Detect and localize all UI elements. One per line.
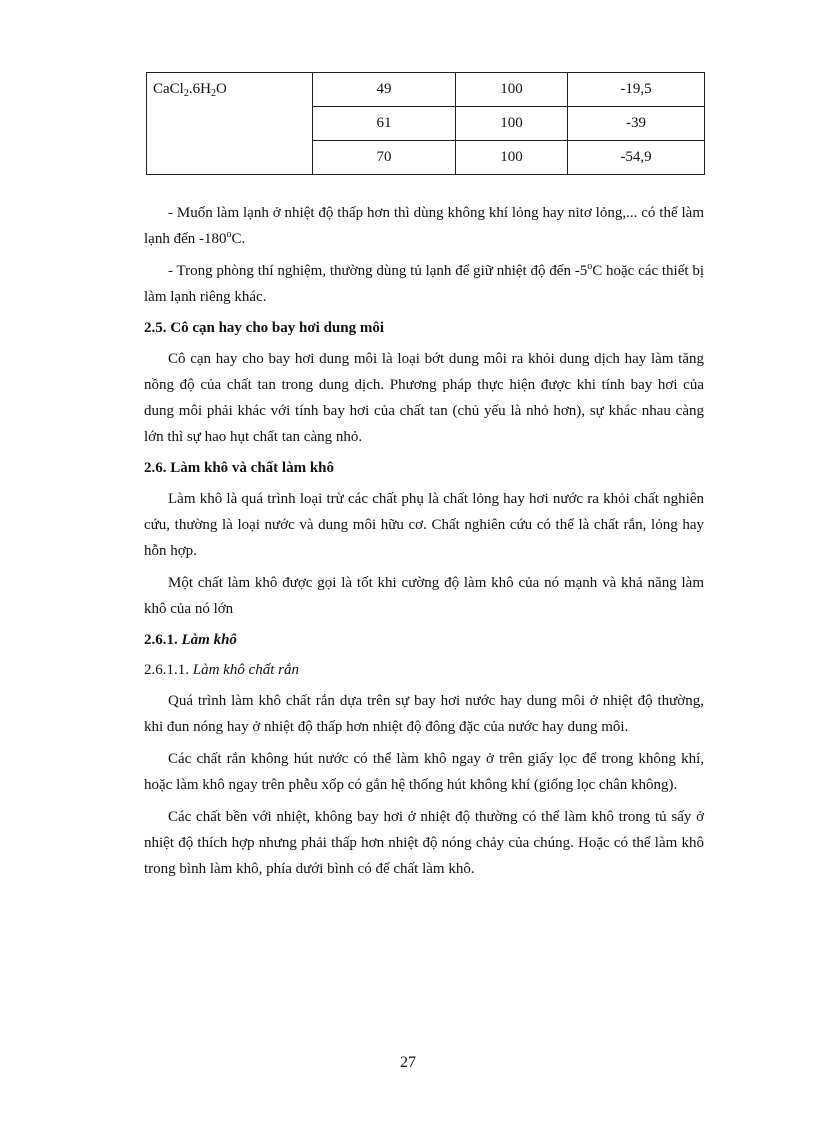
paragraph-drying-agent: Một chất làm khô được gọi là tốt khi cường độ làm khô của nó mạnh và khả năng làm khô của nó lớn [144, 575, 704, 617]
paragraph-solid-drying: Quá trình làm khô chất rắn dựa trên sự bay hơi nước hay dung môi ở nhiệt độ thường, khi đun nóng hay ở nhiệt độ thấp hơn nhiệt độ đông đặc của nước hay dung môi. [144, 693, 704, 735]
compound-cell: $CaCl_2.6H_2O$ [147, 73, 313, 175]
page-number: 27 [400, 1054, 416, 1071]
paragraph-evaporation: Cô cạn hay cho bay hơi dung môi là loại bớt dung môi ra khỏi dung dịch hay làm tăng nồng độ của chất tan trong dung dịch. Phương pháp thực hiện được khi tính bay hơi của dung môi phải khác với tính bay hơi của chất tan (chủ yếu là nhỏ hơn), sự khác nhau càng lớn thì sự hao hụt chất tan càng nhỏ. [144, 351, 704, 445]
paragraph-fridge: - Trong phòng thí nghiệm, thường dùng tủ lạnh để giữ nhiệt độ đến -5$^o$C hoặc các thiết bị làm lạnh riêng khác. [144, 261, 704, 305]
table-cell: 61 [313, 107, 456, 141]
paragraph-oven: Các chất bền với nhiệt, không bay hơi ở nhiệt độ thường có thể làm khô trong tủ sấy ở nhiệt độ thích hợp nhưng phải thấp hơn nhiệt độ nóng chảy của chúng. Hoặc có thể làm khô trong bình làm khô, phía dưới bình có để chất làm khô. [144, 809, 704, 877]
paragraph-low-temp: - Muốn làm lạnh ở nhiệt độ thấp hơn thì dùng không khí lỏng hay nitơ lỏng,... có thể làm lạnh đến -180$^o$C. [144, 205, 704, 247]
table-cell: 70 [313, 141, 456, 175]
paragraph-drying-def: Làm khô là quá trình loại trừ các chất phụ là chất lỏng hay hơi nước ra khỏi chất nghiên cứu, thường là loại nước và dung môi hữu cơ. Chất nghiên cứu có thể là chất rắn, lỏng hay hỗn hợp. [144, 491, 704, 559]
heading-2-5: 2.5. Cô cạn hay cho bay hơi dung môi [144, 320, 385, 336]
paragraph-filter-paper: Các chất rắn không hút nước có thể làm khô ngay ở trên giấy lọc để trong không khí, hoặc làm khô ngay trên phễu xốp có gắn hệ thống hút không khí (giống lọc chân không). [144, 751, 704, 793]
table-cell: -19,5 [568, 73, 705, 107]
table-cell: 100 [456, 107, 568, 141]
heading-2-6-1-1: 2.6.1.1. Làm khô chất rắn [144, 662, 299, 678]
table-cell: 49 [313, 73, 456, 107]
data-table [146, 72, 705, 175]
heading-2-6-1: 2.6.1. Làm khô [144, 632, 237, 648]
table-cell: 100 [456, 73, 568, 107]
table-row [147, 73, 705, 107]
page-body [144, 200, 704, 888]
table-cell: -54,9 [568, 141, 705, 175]
table-cell: 100 [456, 141, 568, 175]
heading-2-6: 2.6. Làm khô và chất làm khô [144, 460, 335, 476]
table-cell: -39 [568, 107, 705, 141]
